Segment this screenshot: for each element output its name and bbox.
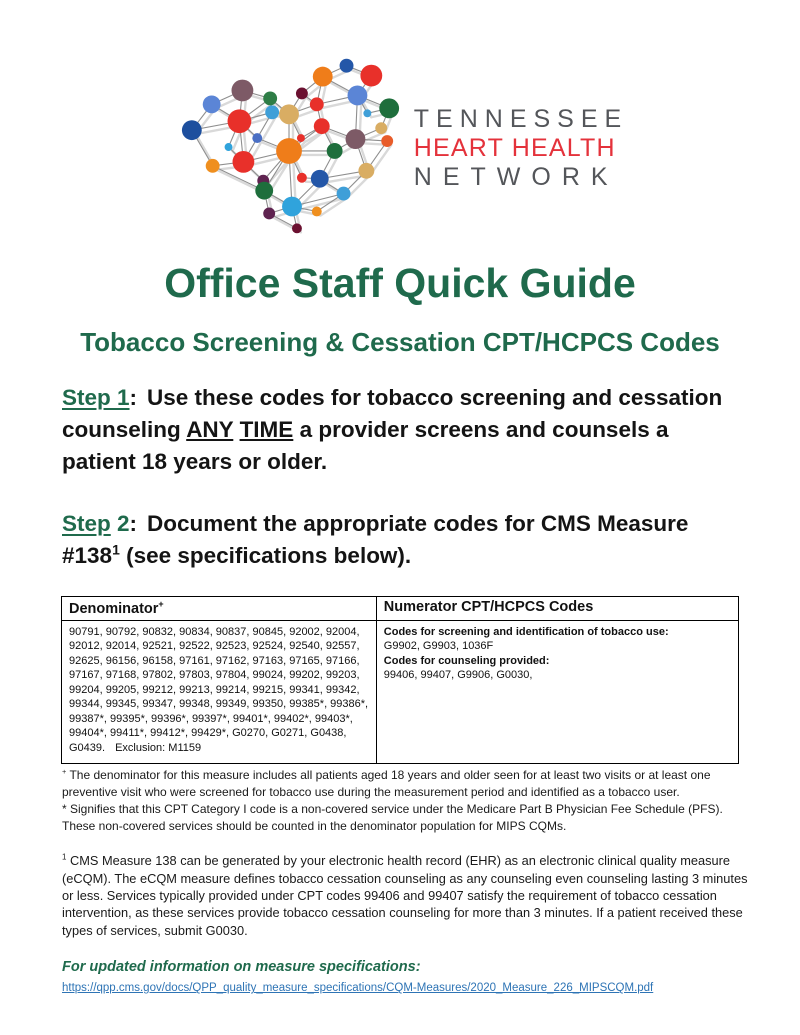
measure-spec-label: For updated information on measure specifications: <box>62 959 421 976</box>
wordmark <box>414 105 628 192</box>
table-header-denominator: Denominator+ <box>62 596 377 620</box>
step1-label: Step 1 <box>62 385 130 410</box>
step2-text-a: Document the appropriate codes for CMS Measure #138 <box>62 510 689 568</box>
cms-measure-note: $^1$ CMS Measure 138 can be generated by your electronic health record (EHR) as an electronic clinical quality measure (eCQM). The eCQM measure defines tobacco cessation counseling as any counseling even counseling lasting 3 minutes or less. Services typically provided under CPT codes 99406 and 99407 satisfy the requirement of tobacco cessation intervention, as these services provide tobacco cessation counseling for more than 3 minutes. If a patient received these types of services, submit G0030. <box>62 853 748 938</box>
table-body-row <box>62 620 739 764</box>
wordmark-network: NETWORK <box>413 162 619 191</box>
table-header-row <box>62 596 739 620</box>
step1-text-a: Use these codes for tobacco screening and cessation counseling <box>62 385 723 442</box>
footnote-plus-marker: + <box>62 767 67 777</box>
codes-table <box>61 596 739 764</box>
logo <box>0 0 800 246</box>
denominator-codes: 90791, 90792, 90832, 90834, 90837, 90845, 92002, 92004, 92012, 92014, 92521, 92522, 92523, 92524, 92540, 92557, 92625, 96156, 96158, 97161, 97162, 97163, 97165, 97166, 97167, 97168, 97802, 97803, 97804, 99024, 99202, 99203, 99204, 99205, 99212, 99213, 99214, 99215, 99341, 99342, 99344, 99345, 99347, 99348, 99349, 99350, 99385*, 99386*, 99387*, 99395*, 99396*, 99397*, 99401*, 99402*, 99403*, 99404*, 99411*, 99412*, 99429*, G0270, G0271, G0438, G0439. <box>69 625 369 754</box>
numerator-counseling-label: Codes for counseling provided: <box>383 654 550 667</box>
heart-network-icon <box>172 50 410 246</box>
measure-spec-link[interactable]: https://qpp.cms.gov/docs/QPP_quality_measure_specifications/CQM-Measures/2020_Measure_226_MIPSCQM.pdf <box>62 982 654 995</box>
wordmark-heart-health: HEART HEALTH <box>413 133 616 162</box>
page-subtitle: Tobacco Screening & Cessation CPT/HCPCS Codes <box>80 327 720 357</box>
wordmark-tennessee: TENNESSEE <box>413 104 629 133</box>
numerator-counseling-codes: 99406, 99407, G9906, G0030, <box>383 669 533 682</box>
step1-paragraph: Step 1: Use these codes for tobacco screening and cessation counseling ANY TIME a provider screens and counsels a patient 18 years or older. <box>62 385 723 474</box>
step2-paragraph: Step 2: Document the appropriate codes for CMS Measure $\#138^1$ (see specifications below). <box>62 510 689 568</box>
step1-text-b: a provider screens and counsels a patient 18 years or older. <box>62 416 669 474</box>
denominator-plus-marker: + <box>158 598 164 609</box>
network-nodes <box>182 59 399 234</box>
step2-footnote-ref: 1 <box>112 541 120 558</box>
page-title: Office Staff Quick Guide <box>164 260 636 306</box>
cms-note-marker: 1 <box>62 853 67 863</box>
denominator-exclusion: Exclusion: M1159 <box>115 741 202 754</box>
step2-text-b: (see specifications below). <box>126 542 412 568</box>
step1-underline-any: ANY <box>186 416 234 442</box>
numerator-cell <box>376 620 738 764</box>
table-footnotes <box>62 767 748 835</box>
denominator-cell <box>62 620 377 764</box>
footnote-plus: + The denominator for this measure includes all patients aged 18 years and older seen for at least two visits or at least one preventive visit who were screened for tobacco use during the measurement period and identified as a tobacco user. <box>62 767 711 800</box>
step1-underline-time: TIME <box>239 416 294 442</box>
table-header-numerator: Numerator CPT/HCPCS Codes <box>376 596 738 620</box>
step2-label: Step <box>62 510 111 536</box>
numerator-screening-label: Codes for screening and identification of tobacco use: <box>383 625 669 638</box>
footnote-star-marker: * <box>62 802 67 817</box>
numerator-screening-codes: G9902, G9903, 1036F <box>383 640 494 653</box>
footnote-star: * Signifies that this CPT Category I code is a non-covered service under the Medicare Part B Physician Fee Schedule (PFS). These non-covered services should be counted in the denominator population for MIPS CQMs. <box>62 802 723 834</box>
